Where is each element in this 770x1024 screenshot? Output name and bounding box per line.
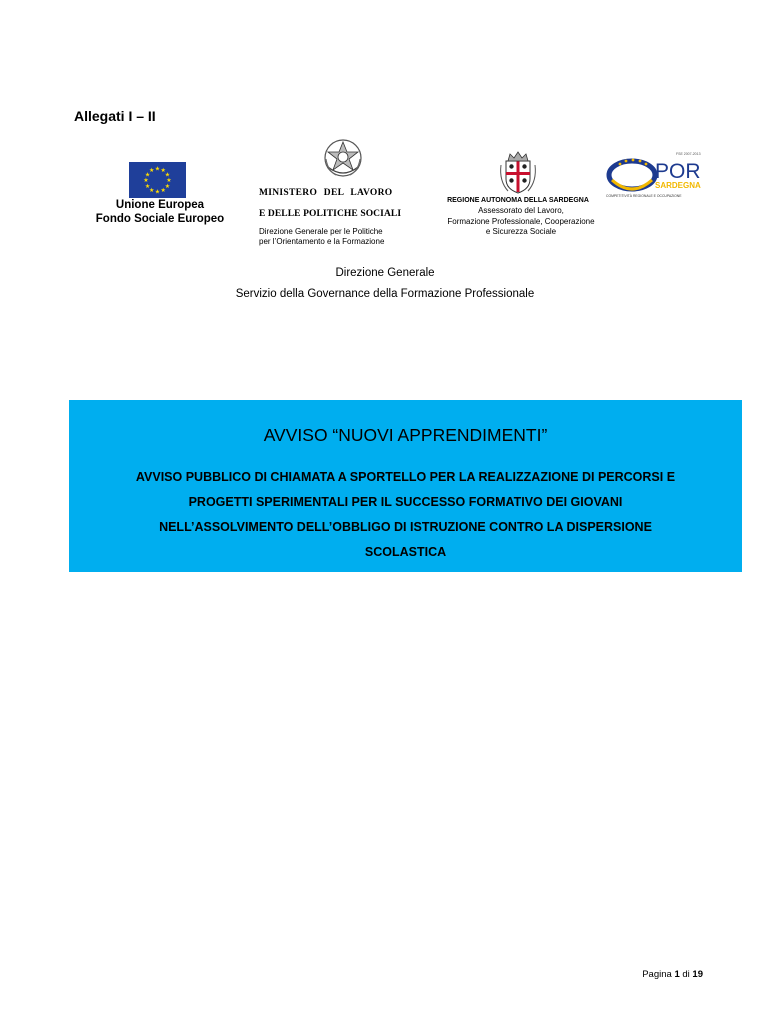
eu-star-icon: ★ (160, 167, 166, 175)
por-sardegna-logo (606, 150, 702, 200)
eu-star-icon: ★ (144, 171, 151, 179)
italian-republic-emblem (322, 137, 364, 179)
region-department-line3: e Sicurezza Sociale (485, 227, 557, 236)
eu-star-icon: ★ (166, 177, 172, 184)
eu-star-icon: ★ (149, 167, 155, 175)
eu-star-icon: ★ (154, 188, 161, 196)
esf-name: Fondo Sociale Europeo (95, 213, 225, 225)
por-period-text: FSE 2007-2013 (676, 152, 701, 156)
directorate-general: Direzione Generale (335, 267, 435, 279)
ministry-directorate-line1: Direzione Generale per le Politiche (259, 227, 383, 236)
service-name: Servizio della Governance della Formazione Professionale (235, 288, 535, 300)
notice-title: AVVISO “NUOVI APPRENDIMENTI” (263, 425, 548, 445)
sardinia-coat-of-arms (498, 151, 538, 195)
ministry-name-line2: E DELLE POLITICHE SOCIALI (259, 209, 402, 219)
current-page: 1 (674, 969, 680, 980)
ministry-directorate-line2: per l’Orientamento e la Formazione (259, 236, 385, 246)
eu-star-icon: ★ (143, 177, 149, 184)
eu-flag-logo (129, 162, 186, 198)
eu-star-icon: ★ (149, 186, 155, 194)
eu-star-icon: ★ (164, 171, 171, 179)
attachments-heading: Allegati I – II (74, 108, 156, 124)
por-region-text: SARDEGNA (655, 181, 701, 190)
total-pages: 19 (692, 969, 703, 980)
eu-star-icon: ★ (144, 182, 151, 190)
notice-subtitle-line: NELL’ASSOLVIMENTO DELL’OBBLIGO DI ISTRUZIONE CONTRO LA DISPERSIONE (159, 520, 652, 534)
ministry-directorate (259, 227, 384, 246)
eu-name: Unione Europea (115, 199, 205, 211)
region-department-line2: Formazione Professionale, Cooperazione (447, 216, 595, 226)
region-department (434, 206, 608, 238)
notice-subtitle-line: SCOLASTICA (364, 545, 447, 559)
por-tagline: COMPETITIVITÀ REGIONALE E OCCUPAZIONE (606, 194, 682, 198)
notice-banner (69, 400, 742, 572)
page-label: Pagina (642, 969, 672, 980)
page-separator: di (682, 969, 690, 980)
notice-subtitle-line: PROGETTI SPERIMENTALI PER IL SUCCESSO FORMATIVO DEI GIOVANI (188, 495, 623, 509)
region-department-line1: Assessorato del Lavoro, (478, 206, 564, 215)
region-name: REGIONE AUTONOMA DELLA SARDEGNA (447, 197, 589, 204)
eu-star-icon: ★ (160, 186, 166, 194)
eu-caption (74, 198, 246, 226)
eu-star-icon: ★ (154, 165, 161, 173)
notice-subtitle-line: AVVISO PUBBLICO DI CHIAMATA A SPORTELLO PER LA REALIZZAZIONE DI PERCORSI E (135, 470, 676, 484)
por-text: POR (655, 160, 701, 183)
eu-star-icon: ★ (164, 182, 171, 190)
ministry-name-line1: MINISTERO DEL LAVORO (259, 188, 393, 198)
page-number (560, 969, 703, 980)
